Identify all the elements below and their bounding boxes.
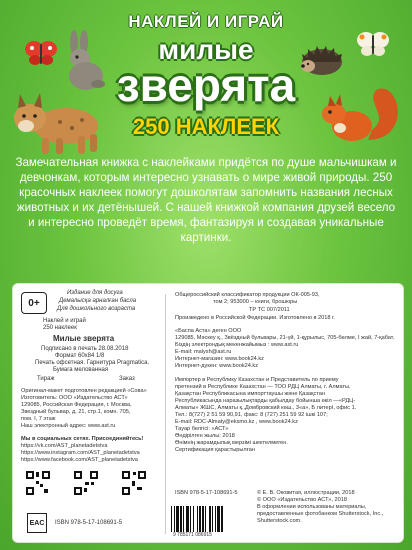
address-line-2: Звездный бульвар, д. 21, стр.1, комн. 705, <box>21 409 131 415</box>
stickers-count: 250 НАКЛЕЕК <box>132 114 280 139</box>
kz-info-2: 129085, Мәскеу қ., Звёздный бульвары, 21-үй, 1-құрылыс, 705-бөлме, I жай, 7-қабат. <box>175 335 395 341</box>
social-link-instagram[interactable]: https://www.instagram.com/AST_planetadetstva <box>21 450 140 456</box>
eac-mark: EAC <box>27 513 47 533</box>
title-line-1: милые <box>158 34 254 65</box>
qr-code-facebook <box>121 470 147 496</box>
importer-10: Өнімнің жарамдылық мерзімі шектелмеген. <box>175 440 288 446</box>
panel-divider <box>165 294 166 534</box>
kz-info-3: Біздің электрондық мекенжайымыз : www.ast.ru <box>175 342 299 348</box>
address-line-1: 129085, Российская Федерация, г. Москва, <box>21 402 132 408</box>
social-title: Мы в социальных сетях. Присоединяйтесь! <box>21 436 144 442</box>
print-type: Печать офсетная. Гарнитура Pragmatica. <box>35 360 150 366</box>
genre-ru: Издание для досуга <box>67 290 123 296</box>
importer-6: Тел.: 8(727) 2 51 59 90,91, факс: 8 (727) 251 59 92 ішкі 107; <box>175 412 328 418</box>
butterfly-icon <box>356 30 390 58</box>
order-label: Заказ <box>119 376 135 382</box>
title-line-2: зверята <box>116 59 296 111</box>
qr-code-instagram <box>73 470 99 496</box>
genre-kz: Демалысқа арналған басла <box>59 298 137 304</box>
tech-regulation: ТР ТС 007/2011 <box>249 307 290 313</box>
isbn-left: ISBN 978-5-17-108691-5 <box>55 520 123 526</box>
kz-info-6: Интернет-дүкен: www.book24.kz <box>175 363 259 369</box>
layout-prepared: Оригинал-макет подготовлен редакцией «Сова» <box>21 388 147 394</box>
classifier-1: Общероссийский классификатор продукции ОК-005-93, <box>175 292 320 298</box>
hedgehog-icon <box>300 44 344 76</box>
copyright-4: предоставленные фотобанком Shutterstock, Inc., <box>257 511 384 517</box>
lynx-icon <box>8 90 104 156</box>
importer-9: Өндірілген жылы: 2018 <box>175 433 235 439</box>
genre-age: Для дошкольного возраста <box>57 306 136 312</box>
importer-8: Тауар белгісі: «АСТ» <box>175 426 229 432</box>
website: Наш электронный адрес: www.ast.ru <box>21 423 116 429</box>
manufacturer: Изготовитель: ООО «Издательство АСТ» <box>21 395 128 401</box>
kz-info-1: «Баспа Аста» деген ООО <box>175 328 242 334</box>
hare-icon <box>58 30 106 92</box>
squirrel-icon <box>318 80 404 150</box>
paper-type: Бумага мелованная <box>53 367 109 373</box>
importer-2: претензий в Республике Казахстан — ТОО РДЦ Алматы, г. Алматы. <box>175 384 351 390</box>
tirage-label: Тираж <box>37 376 55 382</box>
butterfly-icon <box>24 38 58 68</box>
barcode-number: 9 785171 086915 <box>173 532 212 538</box>
imprint-panel <box>12 283 404 543</box>
importer-5: Алматы» ЖШС, Алматы қ.,Домбровский көш., 3«а», Б литерІ, офис 1. <box>175 405 357 411</box>
imprint-series: Наклей и играй <box>43 318 86 324</box>
age-rating-badge: 0+ <box>21 292 47 314</box>
importer-7: E-mail: RDC-Almaty@eksmo.kz , www.book24.kz <box>175 419 298 425</box>
qr-code-vk <box>25 470 51 496</box>
copyright-2: © ООО «Издательство АСТ», 2018 <box>257 497 347 503</box>
produced-in: Произведено в Российской Федерации. Изготовлено в 2018 г. <box>175 315 335 321</box>
copyright-1: © Е. В. Оковитая, иллюстрации, 2018 <box>257 490 355 496</box>
book-description: Замечательная книжка с наклейками придётся по душе мальчишкам и девчонкам, которым интересно узнавать о мире живой природы. 250 красочных наклеек помогут дошколятам запомнить названия лесных животных и их детёнышей. С нашей книжкой компания друзей весело и интересно проведёт время, фантазируя и создавая уникальные картинки. <box>15 156 397 244</box>
importer-3: Қазақстан Республикасына импорттаушы және Қазақстан <box>175 391 325 397</box>
signed-date: Подписано в печать 28.08.2018 <box>41 346 129 352</box>
address-line-3: пом. I, 7 этаж <box>21 416 56 422</box>
kz-info-5: Интернет-магазин: www.book24.kz <box>175 356 264 362</box>
series-title: НАКЛЕЙ И ИГРАЙ <box>128 12 284 31</box>
importer-11: Сертификация қарастырылған <box>175 447 255 453</box>
copyright-5: Shutterstock.com. <box>257 518 302 524</box>
classifier-2: том 2; 953000 – книги, брошюры <box>213 299 298 305</box>
importer-4: Республикасында наразылықтарды қабылдау бойынша өкіл —«РДЦ- <box>175 398 356 404</box>
social-link-facebook[interactable]: https://www.facebook.com/AST_planetadetstva <box>21 457 138 463</box>
imprint-title: Милые зверята <box>53 334 115 343</box>
imprint-stickers: 250 наклеек <box>43 325 77 331</box>
importer-1: Импортер в Республику Казахстан и Представитель по приему <box>175 377 339 383</box>
format: Формат 60х84 1/8 <box>55 353 105 359</box>
copyright-3: В оформлении использованы материалы, <box>257 504 367 510</box>
kz-info-4: E-mail: malysh@ast.ru <box>175 349 232 355</box>
social-link-vk[interactable]: https://vk.com/AST_planetadetstva <box>21 443 108 449</box>
isbn-right: ISBN 978-5-17-108691-5 <box>175 490 238 496</box>
